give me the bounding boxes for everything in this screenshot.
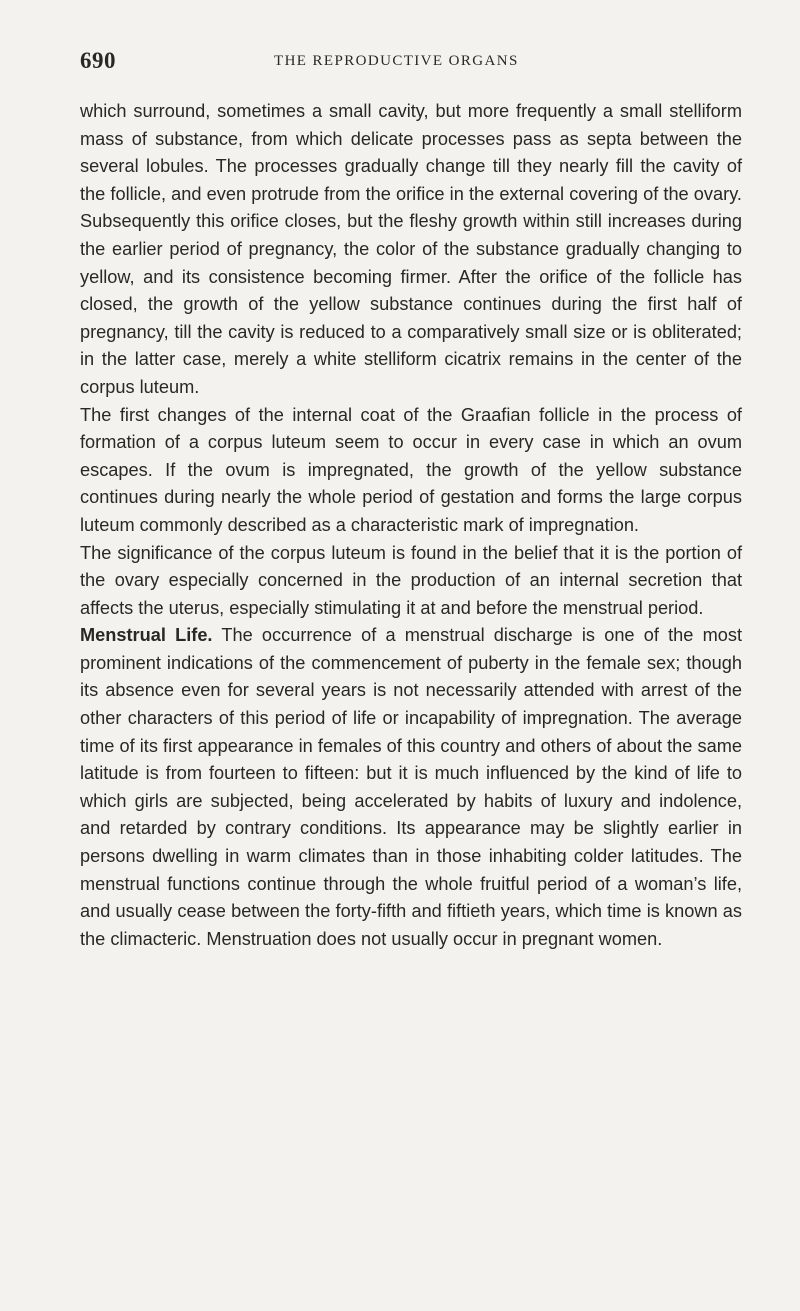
section-heading-menstrual-life: Menstrual Life. <box>80 625 213 646</box>
body-text <box>80 98 742 953</box>
paragraph-menstrual-life-text: The occurrence of a menstrual discharge is one of the most prominent indications of the commencement of puberty in the female sex; though its absence even for several years is not necessarily attended with arrest of the other characters of this period of life or incapability of impregnation. The average time of its first appearance in females of this country and others of about the same latitude is from fourteen to fifteen: but it is much influenced by the kind of life to which girls are subjected, being accelerated by habits of luxury and indolence, and retarded by contrary conditions. Its appearance may be slightly earlier in persons dwelling in warm climates than in those inhabiting colder latitudes. The menstrual functions continue through the whole fruitful period of a woman’s life, and usually cease between the forty-fifth and fiftieth years, which time is known as the climacteric. Menstruation does not usually occur in pregnant women. <box>80 625 743 949</box>
page-number: 690 <box>80 48 116 73</box>
paragraph-menstrual-life <box>80 622 742 953</box>
paragraph-continuation: which surround, sometimes a small cavity, but more frequently a small stelliform mass of substance, from which delicate processes pass as septa between the several lobules. The processes gradually change till they nearly fill the cavity of the follicle, and even protrude from the orifice in the external covering of the ovary. Subsequently this orifice closes, but the fleshy growth within still increases during the earlier period of pregnancy, the color of the substance gradually changing to yellow, and its consistence becoming firmer. After the orifice of the follicle has closed, the growth of the yellow substance continues during the first half of pregnancy, till the cavity is reduced to a comparatively small size or is obliterated; in the latter case, merely a white stelliform cicatrix remains in the center of the corpus luteum. <box>80 101 742 397</box>
paragraph-corpus-luteum-significance: The significance of the corpus luteum is found in the belief that it is the portion of the ovary especially concerned in the production of an internal secretion that affects the uterus, especially stimulating it at and before the menstrual period. <box>80 542 742 618</box>
running-head <box>80 48 740 84</box>
paragraph-graafian-follicle: The first changes of the internal coat of the Graafian follicle in the process of formation of a corpus luteum seem to occur in every case in which an ovum escapes. If the ovum is impregnated, the growth of the yellow substance continues during nearly the whole period of gestation and forms the large corpus luteum commonly described as a characteristic mark of impregnation. <box>80 404 742 535</box>
running-title: THE REPRODUCTIVE ORGANS <box>274 53 519 69</box>
